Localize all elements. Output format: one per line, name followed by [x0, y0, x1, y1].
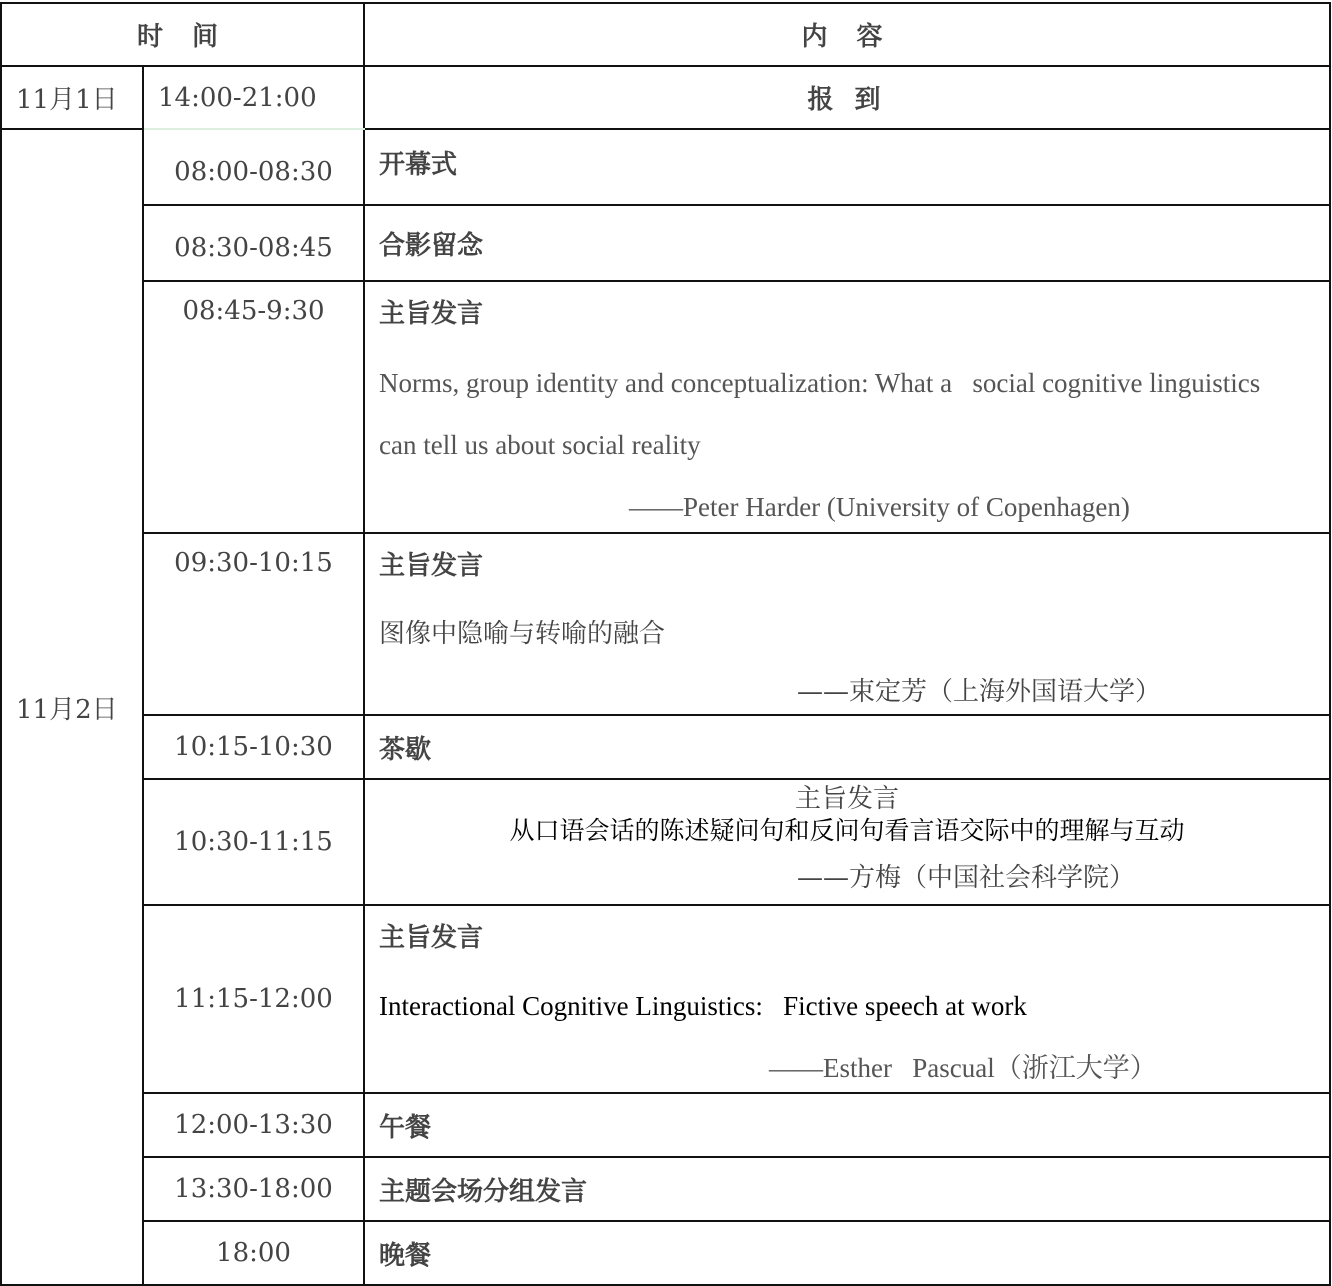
table-row	[1, 205, 1330, 281]
row-time: 12:00-13:30	[143, 1093, 364, 1157]
row-title: 茶歇	[364, 715, 1330, 779]
speaker: ——方梅（中国社会科学院）	[797, 863, 1136, 893]
row-title: 主旨发言	[379, 299, 484, 329]
row-time: 18:00	[143, 1221, 364, 1285]
row-title: 主旨发言	[379, 923, 484, 953]
row-content	[364, 533, 1330, 715]
day1-content: 报 到	[364, 66, 1330, 129]
header-row	[1, 3, 1330, 66]
header-content: 内 容	[364, 3, 1330, 66]
talk-title-line1: Norms, group identity and conceptualization: What a social cognitive linguistics	[379, 368, 1261, 398]
talk-title: 图像中隐喻与转喻的融合	[379, 619, 666, 649]
row-time: 10:30-11:15	[143, 779, 364, 905]
speaker: ——束定芳（上海外国语大学）	[797, 677, 1162, 707]
schedule-table	[0, 2, 1331, 1286]
row-title: 午餐	[364, 1093, 1330, 1157]
table-row	[1, 779, 1330, 905]
row-time: 10:15-10:30	[143, 715, 364, 779]
table-row	[1, 905, 1330, 1093]
table-row	[1, 533, 1330, 715]
table-row	[1, 1157, 1330, 1221]
row-title: 主旨发言	[794, 784, 899, 814]
table-row	[1, 1093, 1330, 1157]
row-title: 主题会场分组发言	[364, 1157, 1330, 1221]
row-time: 08:45-9:30	[143, 281, 364, 533]
row-title: 晚餐	[364, 1221, 1330, 1285]
header-time: 时 间	[1, 3, 364, 66]
table-row	[1, 129, 1330, 205]
talk-title: 从口语会话的陈述疑问句和反问句看言语交际中的理解与互动	[509, 816, 1185, 845]
day1-date: 11月1日	[1, 66, 143, 129]
day2-date: 11月2日	[1, 129, 143, 1285]
day1-time: 14:00-21:00	[143, 66, 364, 129]
table-row	[1, 715, 1330, 779]
row-title: 合影留念	[364, 205, 1330, 281]
row-time: 09:30-10:15	[143, 533, 364, 715]
row-content	[364, 281, 1330, 533]
row-content	[364, 779, 1330, 905]
row-time: 08:00-08:30	[143, 129, 364, 205]
row-time: 08:30-08:45	[143, 205, 364, 281]
row-time: 11:15-12:00	[143, 905, 364, 1093]
speaker: ——Esther Pascual（浙江大学）	[769, 1053, 1157, 1083]
row-title: 主旨发言	[379, 551, 484, 581]
row-title: 开幕式	[364, 129, 1330, 205]
talk-title: Interactional Cognitive Linguistics: Fictive speech at work	[379, 991, 1027, 1021]
speaker: ——Peter Harder (University of Copenhagen)	[629, 492, 1130, 522]
table-row	[1, 1221, 1330, 1285]
day1-row	[1, 66, 1330, 129]
table-row	[1, 281, 1330, 533]
row-time: 13:30-18:00	[143, 1157, 364, 1221]
talk-title-line2: can tell us about social reality	[379, 430, 701, 460]
row-content	[364, 905, 1330, 1093]
